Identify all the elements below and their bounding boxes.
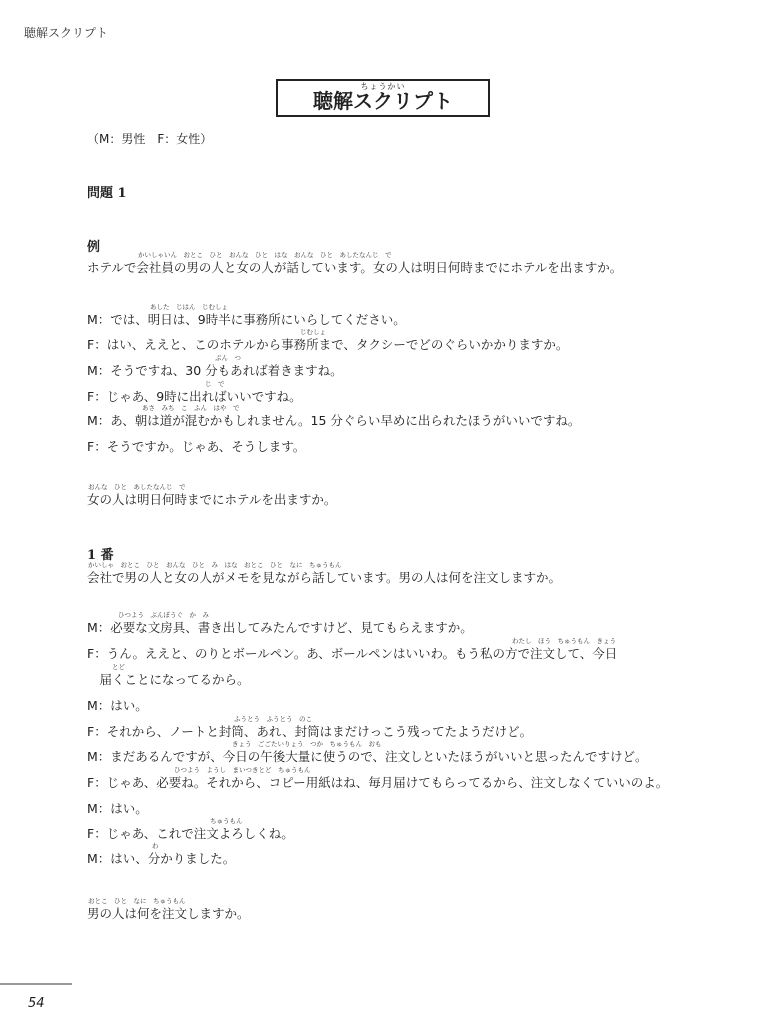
ban1-heading: 1 番 (87, 548, 114, 563)
ban1-line: F：それから、ノートと封筒、あれ、封筒はまだけっこう残ってたようだけど。 (87, 724, 533, 739)
ban1-line-ruby: わたし ほう ちゅうもん きょう (512, 637, 616, 645)
ban1-line-ruby: ひつよう ぶんぼうぐ か み (118, 611, 209, 619)
rei-line: F：じゃあ、9時に出ればいいですね。 (87, 389, 302, 404)
ban1-line-ruby: ふうとう ふうとう のこ (234, 715, 312, 723)
ban1-line: M：必要な文房具、書き出してみたんですけど、見てもらえますか。 (87, 620, 473, 635)
ban1-line: F：うん。ええと、のりとボールペン。あ、ボールペンはいいわ。もう私の方で注文して、今日 (87, 646, 618, 661)
ban1-question: 会社で男の人と女の人がメモを見ながら話しています。男の人は何を注文しますか。 (87, 570, 562, 585)
ban1-line: M：はい。 (87, 698, 148, 713)
rei-question-ruby: かいしゃいん おとこ ひと おんな ひと はな おんな ひと あしたなんじ で (138, 251, 392, 259)
title-ruby: ちょうかい (360, 82, 406, 91)
rei-line: F：はい、ええと、このホテルから事務所まで、タクシーでどのぐらいかかりますか。 (87, 337, 569, 352)
ban1-line: F：じゃあ、必要ね。それから、コピー用紙はね、毎月届けてもらってるから、注文しなくていいのよ。 (87, 775, 669, 790)
rei-line: M：あ、朝は道が混むかもしれません。15 分ぐらい早めに出られたほうがいいですね。 (87, 413, 581, 428)
page-title: 聴解スクリプト (313, 89, 453, 113)
ban1-line: F：じゃあ、これで注文よろしくね。 (87, 826, 294, 841)
rei-question: ホテルで会社員の男の人と女の人が話しています。女の人は明日何時までにホテルを出ますか。 (87, 260, 623, 275)
ban1-line-ruby: わ (152, 842, 159, 850)
speaker-legend: （M：男性 F：女性） (87, 132, 213, 146)
footer-divider (0, 983, 72, 985)
ban1-question-ruby: かいしゃ おとこ ひと おんな ひと み はな おとこ ひと なに ちゅうもん (88, 561, 342, 569)
rei-line-ruby: ぷん つ (215, 354, 241, 362)
ban1-line: M：はい。 (87, 801, 148, 816)
rei-line: F：そうですか。じゃあ、そうします。 (87, 439, 306, 454)
ban1-line: 届くことになってるから。 (87, 672, 250, 687)
mondai-heading: 問題 1 (87, 186, 127, 201)
ban1-line: M：はい、分かりました。 (87, 851, 236, 866)
ban1-final-question: 男の人は何を注文しますか。 (87, 906, 250, 921)
rei-heading: 例 (87, 240, 101, 255)
running-header: 聴解スクリプト (24, 26, 109, 40)
rei-final-ruby: おんな ひと あしたなんじ で (88, 483, 186, 491)
ban1-line-ruby: ちゅうもん (210, 817, 243, 825)
page-number: 54 (28, 996, 45, 1011)
ban1-line: M：まだあるんですが、今日の午後大量に使うので、注文しといたほうがいいと思ったんですけど。 (87, 749, 648, 764)
rei-line-ruby: あした じはん じむしょ (150, 303, 228, 311)
ban1-line-ruby: ひつよう ようし まいつきとど ちゅうもん (174, 766, 311, 774)
rei-line: M：そうですね、30 分もあれば着きますね。 (87, 363, 343, 378)
ban1-line-ruby: きょう ごごたいりょう つか ちゅうもん おも (232, 740, 382, 748)
title-box (276, 79, 490, 117)
rei-final-question: 女の人は明日何時までにホテルを出ますか。 (87, 492, 337, 507)
ban1-line-ruby: とど (112, 663, 125, 671)
rei-line-ruby: じむしょ (300, 328, 326, 336)
rei-line-ruby: じ で (205, 380, 225, 388)
rei-line-ruby: あさ みち こ ふん はや で (142, 404, 240, 412)
ban1-final-ruby: おとこ ひと なに ちゅうもん (88, 897, 186, 905)
rei-line: M：では、明日は、9時半に事務所にいらしてください。 (87, 312, 406, 327)
